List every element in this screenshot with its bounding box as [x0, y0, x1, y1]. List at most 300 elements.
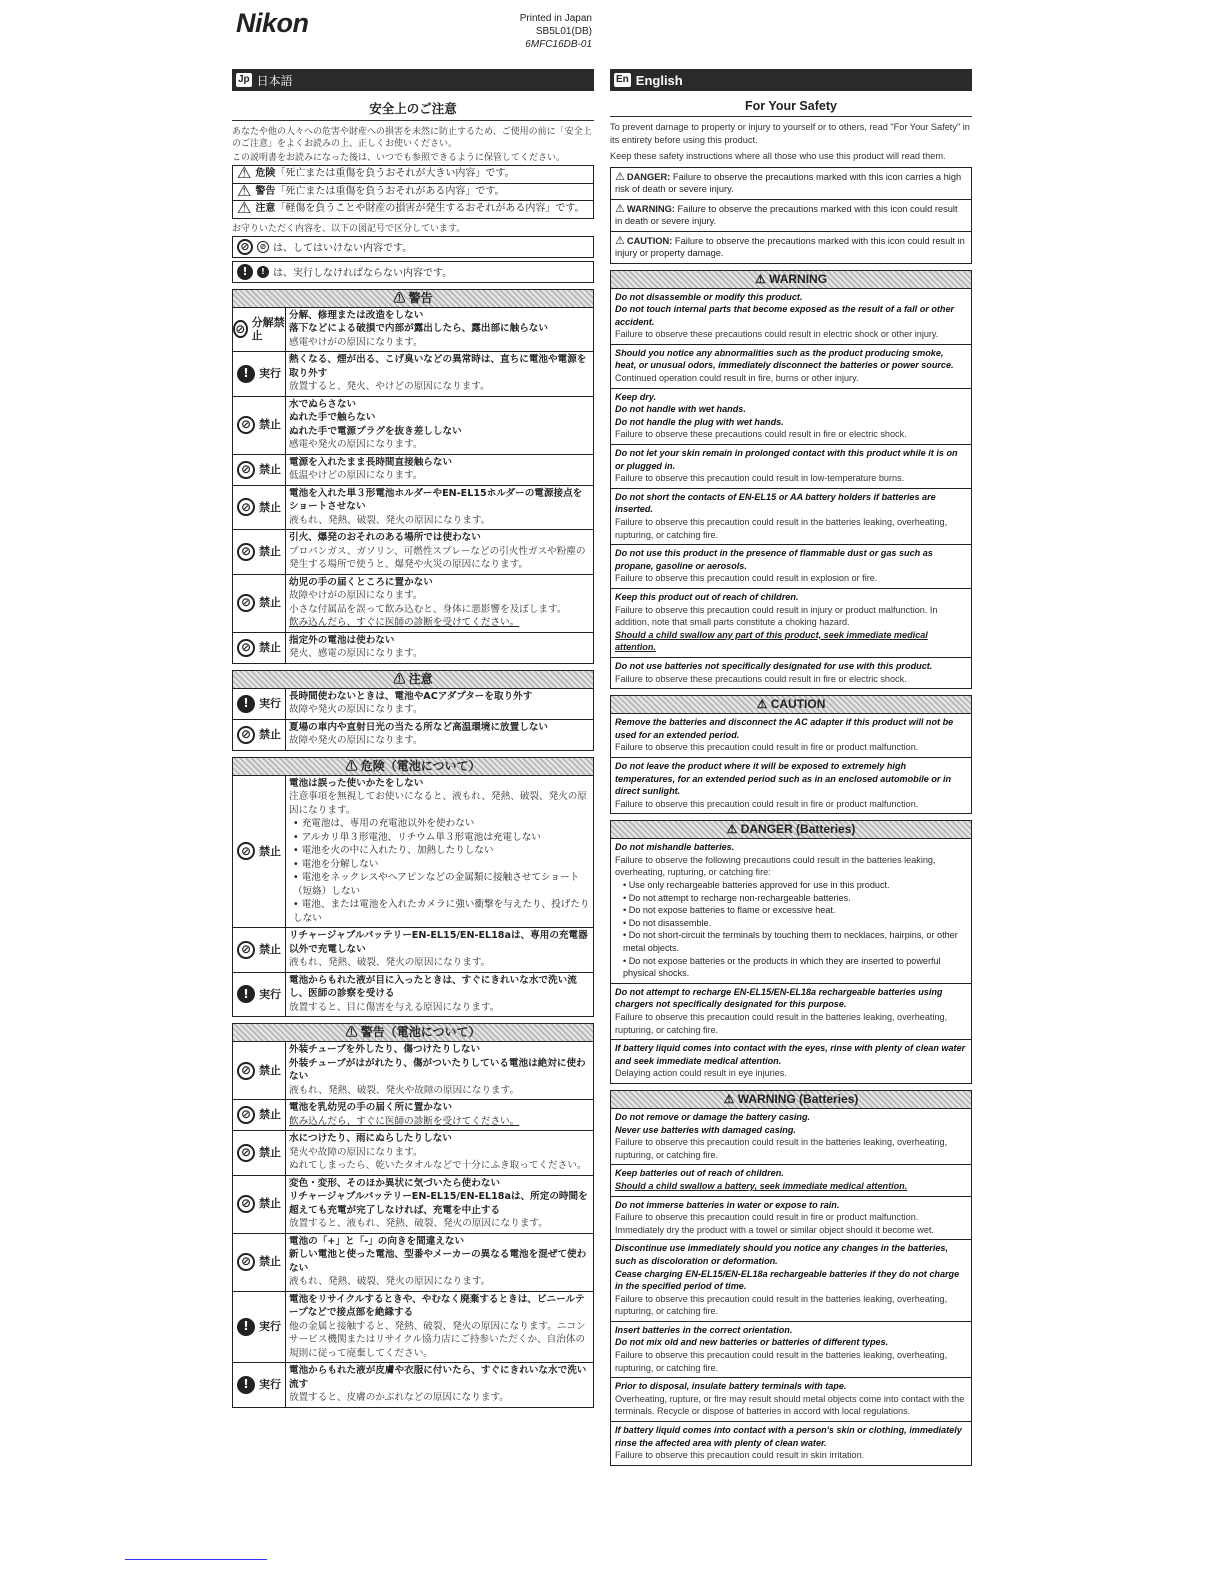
item-heading: 電池をリサイクルするときや、やむなく廃棄するときは、ビニールテープなどで接点部を絶縁する [289, 1293, 585, 1318]
en-warning-batteries-header [611, 1091, 971, 1109]
prohibit-icon: ⊘ [237, 1195, 255, 1213]
signal-text: 「死亡または重傷を負うおそれがある内容」です。 [275, 185, 505, 197]
item-text [286, 1292, 593, 1363]
item-heading: Do not handle with wet hands. [615, 404, 746, 415]
en-warning-batteries-block [610, 1090, 972, 1466]
item-heading: Do not handle the plug with wet hands. [615, 416, 784, 427]
mandatory-small-icon: ! [257, 266, 269, 278]
safety-item [611, 758, 971, 813]
item-label [233, 1131, 286, 1175]
item-heading: Should you notice any abnormalities such as the product producing smoke, heat, or unusual odors, immediately disconnect the batteries or power source. [615, 347, 954, 371]
list-item: • Do not expose batteries to flame or excessive heat. [623, 904, 967, 917]
item-body: Delaying action could result in eye injuries. [615, 1068, 787, 1079]
item-text [286, 352, 593, 396]
label-text: 禁止 [259, 545, 281, 558]
list-item: • Do not disassemble. [623, 917, 967, 930]
safety-item [233, 352, 593, 397]
item-heading: Do not let your skin remain in prolonged contact with this product while it is on or plugged in. [615, 448, 958, 471]
item-heading: 幼児の手の届くところに置かない [289, 576, 433, 588]
jp-title: 安全上のご注意 [232, 91, 594, 121]
printed-in: Printed in Japan [519, 13, 592, 24]
item-heading: 外装チューブを外したり、傷つけたりしない [289, 1044, 481, 1055]
item-text [286, 530, 593, 574]
safety-item [233, 575, 593, 633]
safety-item [611, 1378, 971, 1422]
safety-item [233, 776, 593, 929]
item-body: 故障やけがの原因になります。 [289, 590, 423, 601]
item-heading: 電池の「+」と「-」の向きを間違えない [289, 1235, 465, 1247]
en-intro-1: To prevent damage to property or injury to yourself or to others, read "For Your Safety" in its entirety before using this product. [610, 122, 970, 145]
jp-warning-batteries-header [233, 1024, 593, 1042]
item-heading: Keep this product out of reach of children. [615, 591, 799, 602]
list-item: • 電池をネックレスやヘアピンなどの金属類に接触させてショート（短絡）しない [293, 871, 590, 898]
jp-prohibit-legend [232, 236, 594, 258]
signal-text: Failure to observe the precautions marked with this icon could result in injury or property damage. [615, 235, 965, 258]
item-label [233, 530, 286, 574]
label-text: 禁止 [259, 1255, 281, 1269]
safety-item [233, 486, 593, 531]
item-body: 感電や発火の原因になります。 [289, 439, 423, 450]
safety-item [233, 1100, 593, 1131]
signal-term: 警告 [255, 185, 276, 197]
japanese-column [232, 69, 594, 1408]
prohibit-icon: ⊘ [237, 726, 255, 744]
block-title: 危険（電池について） [360, 758, 481, 773]
item-label [233, 1176, 286, 1233]
item-heading: ぬれた手で電源プラグを抜き差ししない [289, 425, 462, 437]
safety-item [611, 1240, 971, 1322]
item-body: 液もれ、発熱、破裂、発火の原因になります。 [289, 1276, 491, 1287]
safety-item [611, 345, 971, 389]
item-heading: 落下などによる破損で内部が露出したら、露出部に触らない [289, 323, 549, 334]
en-language-label: English [635, 72, 683, 88]
prohibit-icon: ⊘ [237, 1062, 255, 1080]
safety-item [611, 1040, 971, 1083]
jp-caution-block [232, 670, 594, 751]
en-danger-batteries-block [610, 820, 972, 1084]
item-body: 小さな付属品を誤って飲み込むと、身体に悪影響を及ぼします。 [289, 603, 567, 615]
jp-warning-block [232, 289, 594, 664]
item-emphasis: Should a child swallow any part of this product, seek immediate medical attention. [615, 629, 928, 653]
item-text [286, 689, 593, 719]
signal-term: CAUTION: [626, 235, 673, 246]
item-heading: リチャージャブルバッテリーEN-EL15/EN-EL18aは、専用の充電器以外で充電しない [289, 930, 588, 955]
safety-item [233, 1042, 593, 1100]
item-body: Failure to observe this precaution could result in skin irritation. [615, 1450, 865, 1461]
prohibit-small-icon: ⊘ [257, 241, 269, 253]
item-body: 放置すると、液もれ、発熱、破裂、発火の原因になります。 [289, 1218, 548, 1229]
label-text: 禁止 [259, 500, 281, 514]
safety-item [233, 633, 593, 663]
item-body: Failure to observe this precaution could result in explosion or fire. [615, 573, 878, 584]
warning-triangle-icon: ⚠ [615, 234, 625, 247]
prohibit-icon: ⊘ [237, 639, 255, 657]
block-title: 警告 [408, 290, 433, 305]
prohibit-icon: ⊘ [237, 498, 255, 516]
prohibit-icon: ⊘ [237, 416, 255, 434]
block-title: 警告（電池について） [360, 1025, 481, 1039]
mandatory-icon: ! [237, 1318, 255, 1336]
label-text: 禁止 [259, 943, 281, 956]
safety-item [611, 839, 971, 984]
warning-triangle-icon: ⚠ [754, 271, 770, 286]
en-signal-row [611, 232, 971, 263]
item-heading: 熱くなる、煙が出る、こげ臭いなどの異常時は、直ちに電池や電源を取り外す [289, 354, 587, 379]
item-text [286, 973, 593, 1017]
safety-item [233, 973, 593, 1017]
item-label [233, 689, 286, 719]
item-body: プロパンガス、ガソリン、可燃性スプレーなどの引火性ガスや粉塵の発生する場所で使うと、爆発や火災の原因になります。 [289, 545, 586, 570]
jp-prohibit-text: は、してはいけない内容です。 [273, 243, 413, 254]
safety-item [233, 720, 593, 750]
jp-warning-batteries-block [232, 1023, 594, 1408]
item-body: 故障や発火の原因になります。 [289, 735, 423, 746]
jp-caution-header [233, 671, 593, 689]
label-text: 禁止 [259, 596, 281, 610]
label-text: 実行 [259, 696, 281, 710]
item-heading: If battery liquid comes into contact with the eyes, rinse with plenty of clean water and seek immediate medical attention. [615, 1043, 966, 1066]
item-heading: 外装チューブがはがれたり、傷がついたりしている電池は絶対に使わない [289, 1057, 586, 1082]
safety-item [233, 1176, 593, 1234]
item-body: 注意事項を無視してお使いになると、液もれ、発熱、破裂、発火の原因になります。 [289, 791, 587, 816]
nikon-logo: Nikon [236, 8, 309, 38]
item-heading: 電池からもれた液が目に入ったときは、すぐにきれいな水で洗い流し、医師の診察を受ける [289, 974, 577, 999]
mandatory-icon: ! [237, 985, 255, 1003]
warning-triangle-icon: ⚠ [345, 1025, 361, 1039]
item-body: 放置すると、皮膚のかぶれなどの原因になります。 [289, 1392, 509, 1403]
item-heading: 電池は誤った使いかたをしない [289, 777, 424, 789]
safety-item [611, 984, 971, 1040]
prohibit-icon: ⊘ [237, 1253, 255, 1271]
item-text [286, 1131, 593, 1175]
list-item: • アルカリ単３形電池、リチウム単３形電池は充電しない [293, 831, 590, 845]
en-badge: En [616, 74, 629, 85]
item-body: 放置すると、発火、やけどの原因になります。 [289, 381, 490, 392]
label-text: 禁止 [259, 1197, 281, 1211]
item-body: 発火、感電の原因になります。 [289, 648, 423, 659]
item-body: 液もれ、発熱、破裂、発火の原因になります。 [289, 957, 491, 968]
safety-item [233, 1292, 593, 1364]
en-signal-row [611, 168, 971, 200]
list-item: • 電池を分解しない [293, 858, 590, 872]
item-body: 発火や故障の原因になります。 [289, 1146, 423, 1158]
item-heading: 新しい電池と使った電池、型番やメーカーの異なる電池を混ぜて使わない [289, 1249, 587, 1274]
item-body: Failure to observe this precaution could result in fire or product malfunction. [615, 798, 919, 809]
prohibit-icon: ⊘ [237, 239, 253, 255]
item-heading: 電池を入れた単３形電池ホルダーやEN-EL15ホルダーの電源接点をショートさせない [289, 487, 583, 512]
block-title: WARNING (Batteries) [737, 1091, 859, 1106]
item-label [233, 1100, 286, 1130]
mandatory-icon: ! [237, 365, 255, 383]
item-heading: Do not use batteries not specifically designated for use with this product. [615, 660, 933, 671]
item-text [286, 455, 593, 485]
signal-text: 「軽傷を負うことや財産の損害が発生するおそれがある内容」です。 [275, 203, 585, 214]
item-body: Failure to observe this precaution could result in low-temperature burns. [615, 473, 905, 484]
list-item: • Do not attempt to recharge non-rechargeable batteries. [623, 892, 967, 905]
safety-item [611, 1165, 971, 1196]
en-title: For Your Safety [610, 91, 972, 117]
safety-item [233, 1234, 593, 1292]
item-body: Failure to observe these precautions could result in electric shock or other injury. [615, 329, 939, 340]
signal-term: 注意 [255, 203, 276, 214]
item-body: Failure to observe this precaution could result in the batteries leaking, overheating, rupturing, or catching fire. [615, 1012, 948, 1035]
item-text [286, 1176, 593, 1233]
item-body: Failure to observe this precaution could result in the batteries leaking, overheating, rupturing, or catching fire. [615, 1350, 948, 1373]
item-heading: リチャージャブルバッテリーEN-EL15/EN-EL18aは、所定の時間を超えても充電が完了しなければ、充電を中止する [289, 1191, 588, 1216]
item-label [233, 973, 286, 1017]
en-danger-batteries-header [611, 821, 971, 839]
item-body: Failure to observe this precaution could result in the batteries leaking, overheating, rupturing, or catching fire. [615, 517, 948, 540]
en-language-bar [610, 69, 972, 91]
label-text: 実行 [259, 1320, 281, 1333]
jp-language-label: 日本語 [256, 73, 293, 88]
safety-item [233, 308, 593, 353]
item-text [286, 776, 593, 928]
item-body: Failure to observe these precautions could result in fire or electric shock. [615, 429, 907, 440]
jp-warning-header [233, 290, 593, 308]
item-text [286, 308, 593, 352]
item-heading: 分解、修理または改造をしない [289, 309, 424, 321]
item-text [286, 1363, 593, 1407]
item-text [286, 1042, 593, 1099]
safety-item [233, 397, 593, 455]
en-warning-block [610, 270, 972, 690]
safety-item [611, 445, 971, 489]
item-emphasis: Should a child swallow a battery, seek immediate medical attention. [615, 1180, 908, 1191]
jp-danger-batteries-block [232, 757, 594, 1018]
item-text [286, 486, 593, 530]
jp-signal-row [233, 184, 593, 202]
label-text: 禁止 [259, 1063, 281, 1077]
item-text [286, 1100, 593, 1130]
jp-mandatory-text: は、実行しなければならない内容です。 [273, 268, 453, 279]
item-body: Failure to observe this precaution could result in the batteries leaking, overheating, rupturing, or catching fire. [615, 1137, 948, 1160]
item-list [289, 817, 590, 925]
warning-triangle-icon: ⚠ [615, 170, 625, 183]
jp-signal-row [233, 201, 593, 218]
safety-item [233, 455, 593, 486]
item-body: 故障や発火の原因になります。 [289, 704, 423, 715]
item-heading: 指定外の電池は使わない [289, 634, 395, 646]
safety-item [233, 530, 593, 575]
prohibit-icon: ⊘ [237, 1144, 255, 1162]
item-body: 感電やけがの原因になります。 [289, 336, 423, 348]
item-heading: Do not disassemble or modify this product. [615, 291, 803, 302]
item-heading: If battery liquid comes into contact with a person's skin or clothing, immediately rinse the affected area with plenty of clean water. [615, 1425, 962, 1448]
item-body: Failure to observe this precaution could result in injury or product malfunction. In addition, note that small parts constitute a choking hazard. [615, 604, 938, 628]
en-caution-block [610, 695, 972, 814]
en-intro-2: Keep these safety instructions where all those who use this product will read them. [610, 151, 946, 161]
item-text [286, 720, 593, 750]
item-label [233, 720, 286, 750]
label-text: 分解禁止 [251, 315, 285, 343]
item-heading: Do not mishandle batteries. [615, 842, 735, 853]
mandatory-icon: ! [237, 1376, 255, 1394]
label-text: 禁止 [259, 844, 281, 858]
item-body: Failure to observe this precaution could result in fire or product malfunction. Immediately dry the product with a towel or similar object should it become wet. [615, 1212, 934, 1235]
warning-triangle-icon: ⚠ [237, 200, 252, 217]
item-label [233, 352, 286, 396]
item-label [233, 776, 286, 928]
safety-item [611, 1109, 971, 1165]
item-heading: Do not remove or damage the battery casing. [615, 1111, 811, 1122]
item-heading: Keep dry. [615, 391, 657, 402]
item-label [233, 575, 286, 632]
block-title: WARNING [769, 271, 828, 286]
jp-intro-2: この説明書をお読みになった後は、いつでも参照できるように保管してください。 [232, 152, 566, 162]
item-body: Failure to observe the following precautions could result in the batteries leaking, overheating, rupturing, or catching fire: [615, 854, 936, 878]
item-body: 液もれ、発熱、破裂、発火の原因になります。 [289, 514, 491, 526]
signal-text: Failure to observe the precautions marked with this icon carries a high risk of death or severe injury. [615, 171, 962, 194]
list-item: • Do not expose batteries or the products in which they are inserted to powerful physical shocks. [623, 955, 967, 980]
signal-term: 危険 [255, 168, 276, 179]
prohibit-icon: ⊘ [237, 543, 255, 561]
item-heading: 電池からもれた液が皮膚や衣服に付いたら、すぐにきれいな水で洗い流す [289, 1365, 587, 1390]
item-heading: Insert batteries in the correct orientation. [615, 1324, 793, 1335]
prohibit-icon: ⊘ [237, 941, 255, 959]
warning-triangle-icon: ⚠ [237, 165, 252, 182]
item-heading: Do not short the contacts of EN-EL15 or AA battery holders if batteries are inserted. [615, 491, 936, 515]
label-text: 禁止 [259, 1146, 281, 1159]
label-text: 禁止 [259, 1108, 281, 1122]
item-heading: 長時間使わないときは、電池やACアダプターを取り外す [289, 690, 533, 702]
item-list [615, 879, 967, 980]
safety-item [611, 714, 971, 758]
label-text: 禁止 [259, 418, 281, 432]
item-heading: Do not leave the product where it will be exposed to extremely high temperatures, for an extended period such as in an enclosed automobile or in direct sunlight. [615, 760, 952, 797]
label-text: 実行 [259, 1378, 281, 1391]
item-text [286, 633, 593, 663]
item-label [233, 928, 286, 972]
safety-item [233, 689, 593, 720]
item-heading: Do not touch internal parts that become exposed as the result of a fall or other accident. [615, 304, 955, 327]
warning-triangle-icon: ⚠ [393, 671, 409, 686]
item-heading: Never use batteries with damaged casing. [615, 1124, 796, 1135]
item-text [286, 1234, 593, 1291]
prohibit-icon: ⊘ [233, 320, 248, 338]
prohibit-icon: ⊘ [237, 1106, 255, 1124]
list-item: • 電池を火の中に入れたり、加熱したりしない [293, 844, 590, 858]
list-item: • Use only rechargeable batteries approved for use in this product. [623, 879, 967, 892]
item-heading: 夏場の車内や直射日光の当たる所など高温環境に放置しない [289, 721, 549, 733]
signal-text: Failure to observe the precautions marked with this icon could result in death or severe injury. [615, 203, 958, 226]
item-heading: Do not use this product in the presence of flammable dust or gas such as propane, gasoline or aerosols. [615, 548, 933, 571]
safety-item [233, 1131, 593, 1176]
item-label [233, 633, 286, 663]
item-body: ぬれてしまったら、乾いたタオルなどで十分にふき取ってください。 [289, 1160, 587, 1171]
signal-text: 「死亡または重傷を負うおそれが大きい内容」です。 [275, 168, 515, 179]
mandatory-icon: ! [237, 695, 255, 713]
item-heading: Keep batteries out of reach of children. [615, 1168, 784, 1179]
doc-code-1: SB5L01(DB) [535, 26, 592, 37]
item-heading: 電池を乳幼児の手の届く所に置かない [289, 1102, 453, 1113]
item-label [233, 397, 286, 454]
list-item: • Do not short-circuit the terminals by touching them to necklaces, hairpins, or other metal objects. [623, 929, 967, 954]
item-heading: Do not attempt to recharge EN-EL15/EN-EL18a rechargeable batteries using chargers not specifically designated for this purpose. [615, 986, 943, 1010]
item-heading: Cease charging EN-EL15/EN-EL18a rechargeable batteries if they do not charge in the specified period of time. [615, 1268, 960, 1292]
safety-item [233, 928, 593, 973]
jp-symbol-note: お守りいただく内容を、以下の図記号で区分しています。 [232, 222, 466, 233]
item-label [233, 455, 286, 485]
en-warning-header [611, 271, 971, 289]
item-body: Failure to observe these precautions could result in fire or electric shock. [615, 673, 907, 684]
jp-signal-row [233, 166, 593, 184]
block-title: DANGER (Batteries) [740, 822, 856, 837]
safety-item [611, 589, 971, 658]
safety-item [233, 1363, 593, 1407]
warning-triangle-icon: ⚠ [723, 1091, 738, 1106]
safety-item [611, 389, 971, 445]
item-body: Failure to observe this precaution could result in fire or product malfunction. [615, 742, 919, 753]
safety-item [611, 1422, 971, 1465]
list-item: • 充電池は、専用の充電池以外を使わない [293, 817, 590, 831]
label-text: 禁止 [259, 462, 281, 476]
item-label [233, 1363, 286, 1407]
english-column [610, 69, 972, 1466]
item-label [233, 1234, 286, 1291]
item-heading: 電源を入れたまま長時間直接触らない [289, 456, 453, 468]
item-label [233, 308, 286, 352]
doc-code-2: 6MFC16DB-01 [525, 39, 592, 50]
item-body: 他の金属と接触すると、発熱、破裂、発火の原因になります。ニコンサービス機関またはリサイクル協力店にご持参いただくか、自治体の規則に従って廃棄してください。 [289, 1320, 586, 1359]
label-text: 禁止 [259, 640, 281, 654]
item-emphasis: 飲み込んだら、すぐに医師の診断を受けてください。 [289, 1115, 520, 1127]
jp-danger-batteries-header [233, 758, 593, 776]
item-heading: 水でぬらさない [289, 398, 357, 410]
item-heading: Do not mix old and new batteries or batteries of different types. [615, 1337, 889, 1348]
warning-triangle-icon: ⚠ [615, 202, 625, 215]
label-text: 実行 [259, 987, 281, 1001]
item-label [233, 486, 286, 530]
jp-language-bar [232, 69, 594, 91]
en-signal-row [611, 200, 971, 232]
item-heading: Do not immerse batteries in water or expose to rain. [615, 1199, 840, 1210]
print-info [440, 12, 592, 51]
safety-item [611, 658, 971, 688]
safety-item [611, 545, 971, 589]
footer-rule [125, 1559, 267, 1560]
item-text [286, 397, 593, 454]
prohibit-icon: ⊘ [237, 842, 255, 860]
label-text: 実行 [259, 367, 281, 380]
item-heading: ぬれた手で触らない [289, 412, 376, 423]
safety-item [611, 1197, 971, 1241]
safety-item [611, 289, 971, 345]
item-text [286, 575, 593, 632]
warning-triangle-icon: ⚠ [237, 182, 252, 200]
safety-item [611, 1322, 971, 1378]
item-heading: 水につけたり、雨にぬらしたりしない [289, 1133, 452, 1144]
warning-triangle-icon: ⚠ [756, 697, 771, 712]
signal-term: WARNING: [626, 203, 675, 214]
prohibit-icon: ⊘ [237, 461, 255, 479]
jp-signal-table [232, 165, 594, 219]
item-heading: Discontinue use immediately should you notice any changes in the batteries, such as discoloration or deformation. [615, 1243, 949, 1266]
warning-triangle-icon: ⚠ [726, 822, 741, 837]
en-caution-header [611, 696, 971, 714]
item-heading: Remove the batteries and disconnect the AC adapter if this product will not be used for an extended period. [615, 717, 954, 740]
list-item: • 電池、または電池を入れたカメラに強い衝撃を与えたり、投げたりしない [293, 898, 590, 925]
block-title: CAUTION [770, 697, 826, 712]
signal-term: DANGER: [626, 171, 671, 182]
item-body: 放置すると、目に傷害を与える原因になります。 [289, 1001, 500, 1013]
item-body: Failure to observe this precaution could result in the batteries leaking, overheating, rupturing, or catching fire. [615, 1293, 948, 1317]
safety-item [611, 489, 971, 545]
block-title: 注意 [408, 671, 433, 686]
item-label [233, 1292, 286, 1363]
warning-triangle-icon: ⚠ [345, 758, 361, 773]
item-label [233, 1042, 286, 1099]
